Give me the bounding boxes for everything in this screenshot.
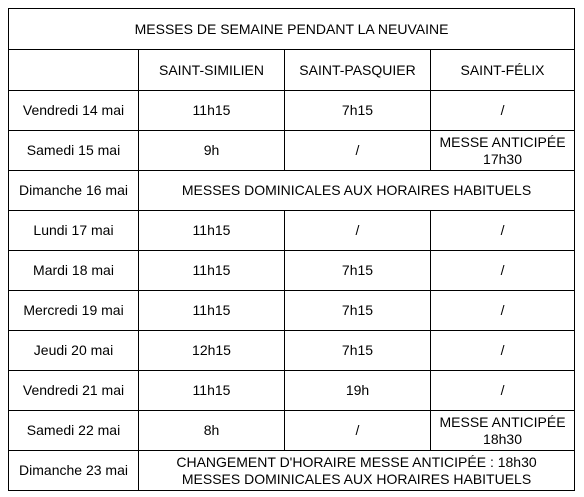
column-header-saint-pasquier: SAINT-PASQUIER <box>285 50 431 91</box>
time-cell: / <box>431 251 575 291</box>
time-cell: / <box>285 411 431 451</box>
time-cell: 11h15 <box>139 91 285 131</box>
anticipated-mass-time: 18h30 <box>483 430 522 447</box>
time-cell: / <box>431 331 575 371</box>
time-cell: / <box>285 211 431 251</box>
time-cell: 12h15 <box>139 331 285 371</box>
column-header-saint-felix: SAINT-FÉLIX <box>431 50 575 91</box>
time-cell: 7h15 <box>285 91 431 131</box>
table-row <box>9 411 575 451</box>
table-row <box>9 91 575 131</box>
day-cell: Samedi 15 mai <box>9 131 139 171</box>
day-cell: Lundi 17 mai <box>9 211 139 251</box>
day-cell: Mardi 18 mai <box>9 251 139 291</box>
time-cell: 7h15 <box>285 331 431 371</box>
anticipated-mass-label: MESSE ANTICIPÉE <box>439 133 566 150</box>
time-cell: / <box>431 291 575 331</box>
day-cell: Jeudi 20 mai <box>9 331 139 371</box>
mass-schedule-table <box>8 8 575 491</box>
time-cell: 8h <box>139 411 285 451</box>
anticipated-mass-time: 17h30 <box>483 150 522 167</box>
table-row <box>9 251 575 291</box>
time-cell: / <box>431 91 575 131</box>
time-cell <box>431 131 575 171</box>
table-row <box>9 291 575 331</box>
table-row <box>9 331 575 371</box>
table-title: MESSES DE SEMAINE PENDANT LA NEUVAINE <box>9 9 575 50</box>
day-cell: Mercredi 19 mai <box>9 291 139 331</box>
table-row <box>9 371 575 411</box>
time-cell: 7h15 <box>285 291 431 331</box>
day-cell: Dimanche 23 mai <box>9 451 139 491</box>
time-cell <box>431 411 575 451</box>
day-cell: Samedi 22 mai <box>9 411 139 451</box>
time-cell: / <box>431 371 575 411</box>
title-row <box>9 9 575 50</box>
column-header-saint-similien: SAINT-SIMILIEN <box>139 50 285 91</box>
table-row <box>9 451 575 491</box>
header-row <box>9 50 575 91</box>
table-row <box>9 211 575 251</box>
day-cell: Vendredi 21 mai <box>9 371 139 411</box>
time-cell: 11h15 <box>139 291 285 331</box>
merged-note-cell <box>139 451 575 491</box>
table-row <box>9 131 575 171</box>
time-cell: 7h15 <box>285 251 431 291</box>
day-cell: Vendredi 14 mai <box>9 91 139 131</box>
time-cell: / <box>431 211 575 251</box>
header-empty-cell <box>9 50 139 91</box>
day-cell: Dimanche 16 mai <box>9 171 139 211</box>
time-cell: / <box>285 131 431 171</box>
merged-note-cell: MESSES DOMINICALES AUX HORAIRES HABITUELS <box>139 171 575 211</box>
table-row <box>9 171 575 211</box>
time-cell: 11h15 <box>139 371 285 411</box>
sunday-masses-note: MESSES DOMINICALES AUX HORAIRES HABITUELS <box>181 470 532 487</box>
time-cell: 9h <box>139 131 285 171</box>
anticipated-mass-label: MESSE ANTICIPÉE <box>439 413 566 430</box>
time-cell: 19h <box>285 371 431 411</box>
time-cell: 11h15 <box>139 251 285 291</box>
schedule-change-note: CHANGEMENT D'HORAIRE MESSE ANTICIPÉE : 18h30 <box>176 453 537 470</box>
time-cell: 11h15 <box>139 211 285 251</box>
